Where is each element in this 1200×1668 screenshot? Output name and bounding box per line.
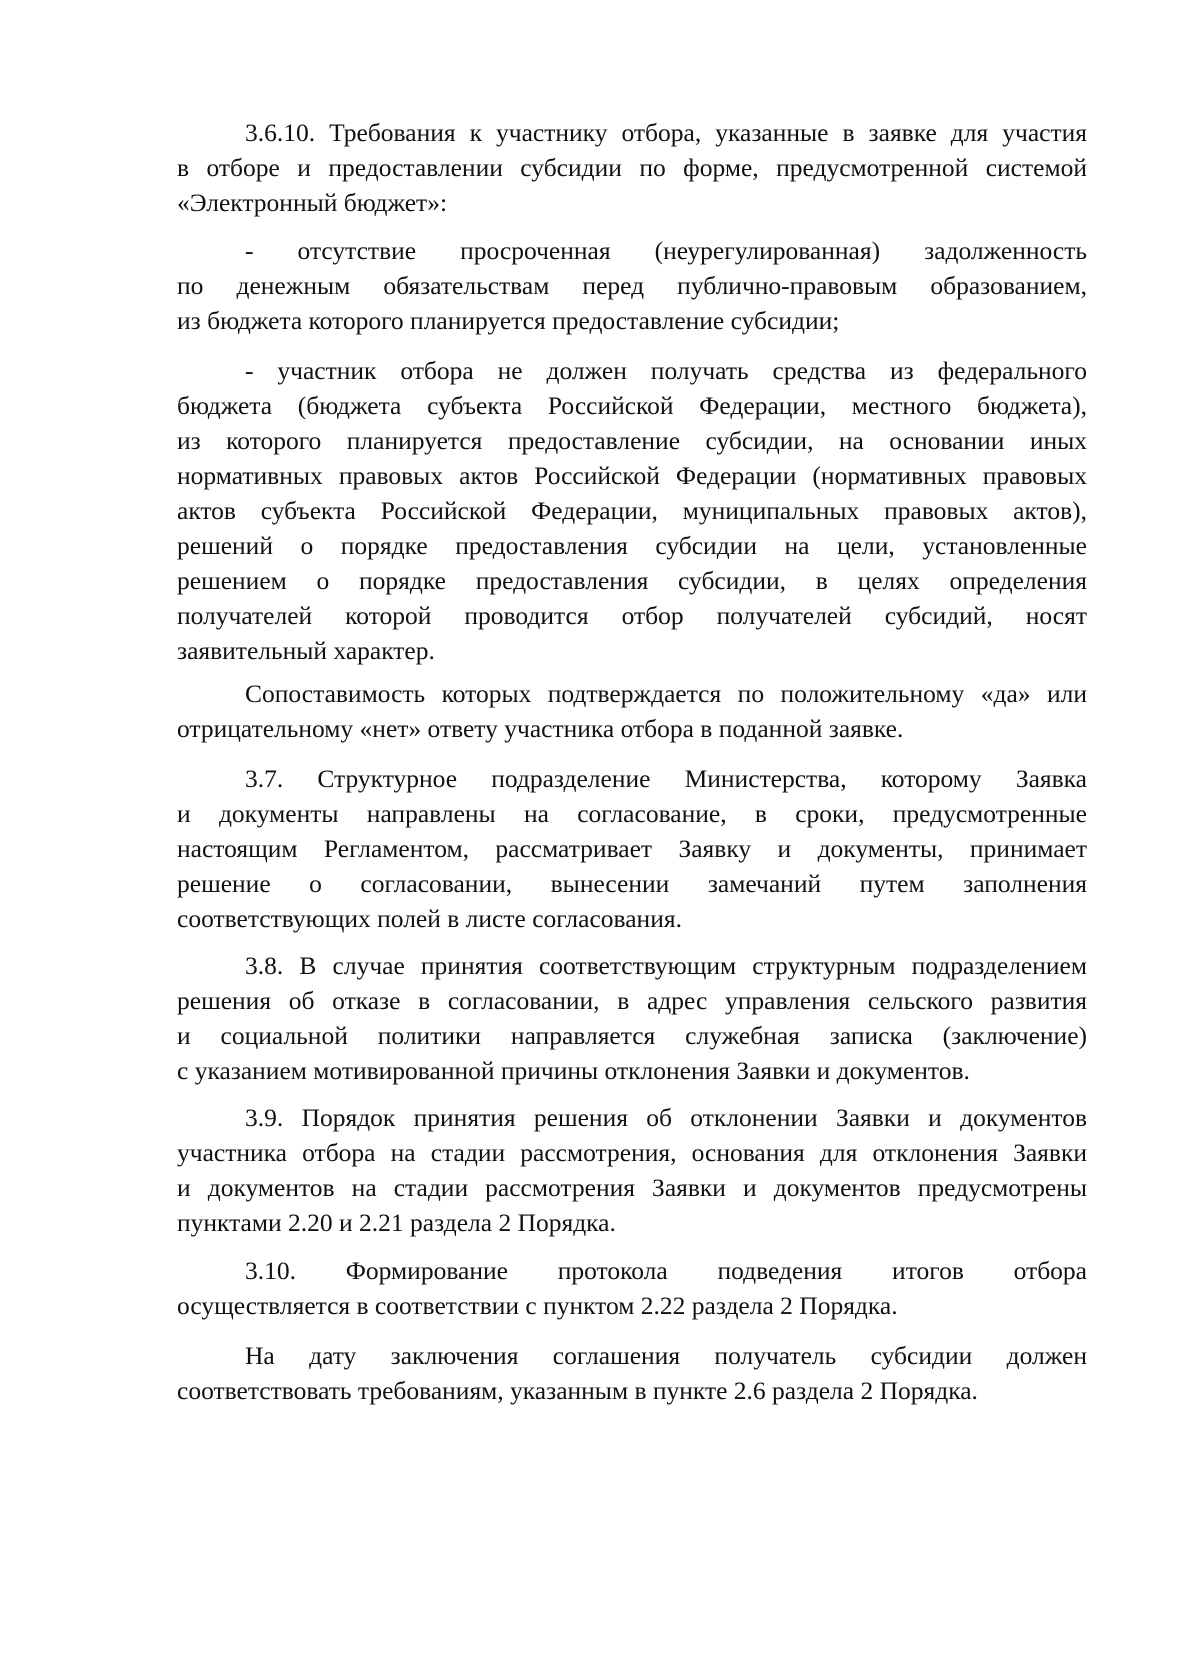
paragraph-line: и документы направлены на согласование, в сроки, предусмотренные (177, 799, 1087, 828)
paragraph-line: заявительный характер. (177, 636, 435, 665)
paragraph-line: нормативных правовых актов Российской Федерации (нормативных правовых (177, 461, 1087, 490)
paragraph-line: актов субъекта Российской Федерации, муниципальных правовых актов), (177, 496, 1087, 525)
paragraph-comparability (177, 676, 1087, 746)
paragraph-requirement-no-funds (177, 353, 1087, 668)
paragraph-line: и социальной политики направляется служебная записка (заключение) (177, 1021, 1087, 1050)
paragraph-line: 3.7. Структурное подразделение Министерства, которому Заявка (245, 764, 1087, 793)
paragraph-line: - отсутствие просроченная (неурегулированная) задолженность (245, 236, 1087, 265)
paragraph-line: 3.9. Порядок принятия решения об отклонении Заявки и документов (245, 1103, 1087, 1132)
paragraph-line: по денежным обязательствам перед публично-правовым образованием, (177, 271, 1087, 300)
paragraph-3-7 (177, 761, 1087, 936)
paragraph-line: осуществляется в соответствии с пунктом 2.22 раздела 2 Порядка. (177, 1291, 898, 1320)
paragraph-line: участника отбора на стадии рассмотрения, основания для отклонения Заявки (177, 1138, 1087, 1167)
paragraph-line: «Электронный бюджет»: (177, 188, 448, 217)
paragraph-line: отрицательному «нет» ответу участника отбора в поданной заявке. (177, 714, 904, 743)
paragraph-line: из бюджета которого планируется предоставление субсидии; (177, 306, 840, 335)
paragraph-line: соответствующих полей в листе согласования. (177, 904, 682, 933)
paragraph-line: - участник отбора не должен получать средства из федерального (245, 356, 1087, 385)
paragraph-line: Сопоставимость которых подтверждается по положительному «да» или (245, 679, 1087, 708)
paragraph-3-8 (177, 948, 1087, 1088)
paragraph-3-10 (177, 1253, 1087, 1323)
paragraph-line: решения об отказе в согласовании, в адрес управления сельского развития (177, 986, 1087, 1015)
paragraph-line: решений о порядке предоставления субсидии на цели, установленные (177, 531, 1087, 560)
paragraph-line: получателей которой проводится отбор получателей субсидий, носят (177, 601, 1087, 630)
paragraph-agreement-date (177, 1338, 1087, 1408)
paragraph-3-6-10 (177, 115, 1087, 220)
paragraph-line: настоящим Регламентом, рассматривает Заявку и документы, принимает (177, 834, 1087, 863)
paragraph-line: с указанием мотивированной причины отклонения Заявки и документов. (177, 1056, 970, 1085)
paragraph-line: бюджета (бюджета субъекта Российской Федерации, местного бюджета), (177, 391, 1087, 420)
paragraph-3-9 (177, 1100, 1087, 1240)
paragraph-line: решением о порядке предоставления субсидии, в целях определения (177, 566, 1087, 595)
paragraph-line: решение о согласовании, вынесении замечаний путем заполнения (177, 869, 1087, 898)
paragraph-line: На дату заключения соглашения получатель субсидии должен (245, 1341, 1087, 1370)
paragraph-line: 3.8. В случае принятия соответствующим структурным подразделением (245, 951, 1087, 980)
paragraph-line: из которого планируется предоставление субсидии, на основании иных (177, 426, 1087, 455)
paragraph-line: 3.10. Формирование протокола подведения итогов отбора (245, 1256, 1087, 1285)
paragraph-line: пунктами 2.20 и 2.21 раздела 2 Порядка. (177, 1208, 616, 1237)
paragraph-line: в отборе и предоставлении субсидии по форме, предусмотренной системой (177, 153, 1087, 182)
paragraph-requirement-no-debt (177, 233, 1087, 338)
paragraph-line: и документов на стадии рассмотрения Заявки и документов предусмотрены (177, 1173, 1087, 1202)
paragraph-line: 3.6.10. Требования к участнику отбора, указанные в заявке для участия (245, 118, 1087, 147)
paragraph-line: соответствовать требованиям, указанным в пункте 2.6 раздела 2 Порядка. (177, 1376, 978, 1405)
